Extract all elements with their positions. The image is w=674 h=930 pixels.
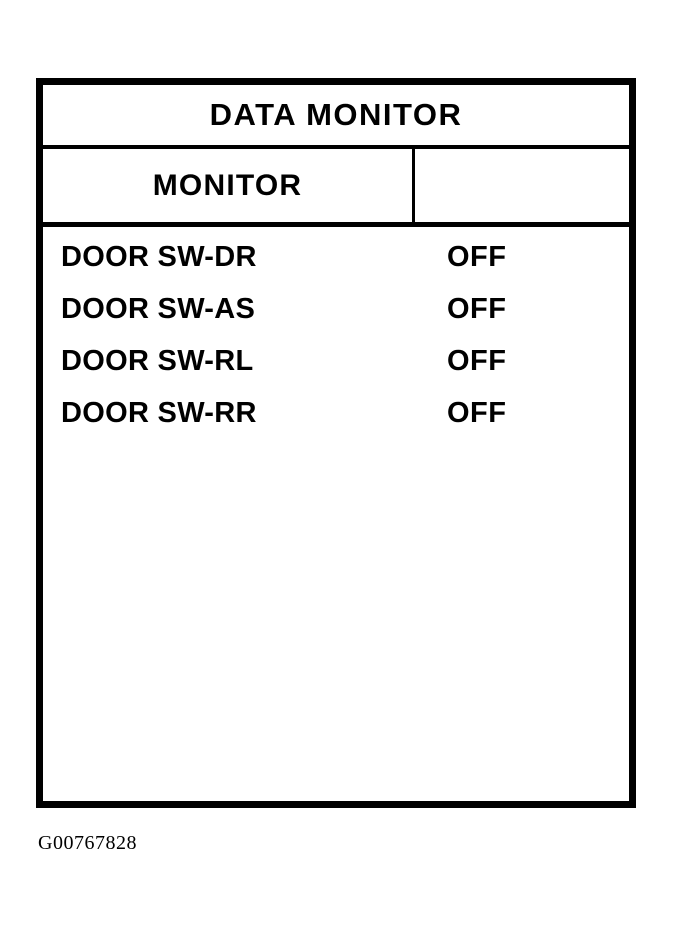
row-label: DOOR SW-AS [61,293,256,325]
column-header-monitor-label: MONITOR [152,168,303,202]
row-label: DOOR SW-DR [61,241,257,273]
row-label: DOOR SW-RR [61,397,257,429]
table-row [43,241,629,293]
table-row [43,397,629,449]
table-row [43,293,629,345]
table-header-row [43,149,629,227]
column-header-monitor [43,149,415,222]
row-value: OFF [447,293,507,325]
data-monitor-screen [36,78,636,808]
row-value: OFF [447,241,507,273]
column-header-value [415,149,629,222]
screen-title-row [43,85,629,149]
row-value: OFF [447,397,507,429]
page-title: DATA MONITOR [209,97,463,132]
table-row [43,345,629,397]
row-value: OFF [447,345,507,377]
data-monitor-list [43,227,629,449]
figure-caption: G00767828 [38,832,137,854]
row-label: DOOR SW-RL [61,345,254,377]
